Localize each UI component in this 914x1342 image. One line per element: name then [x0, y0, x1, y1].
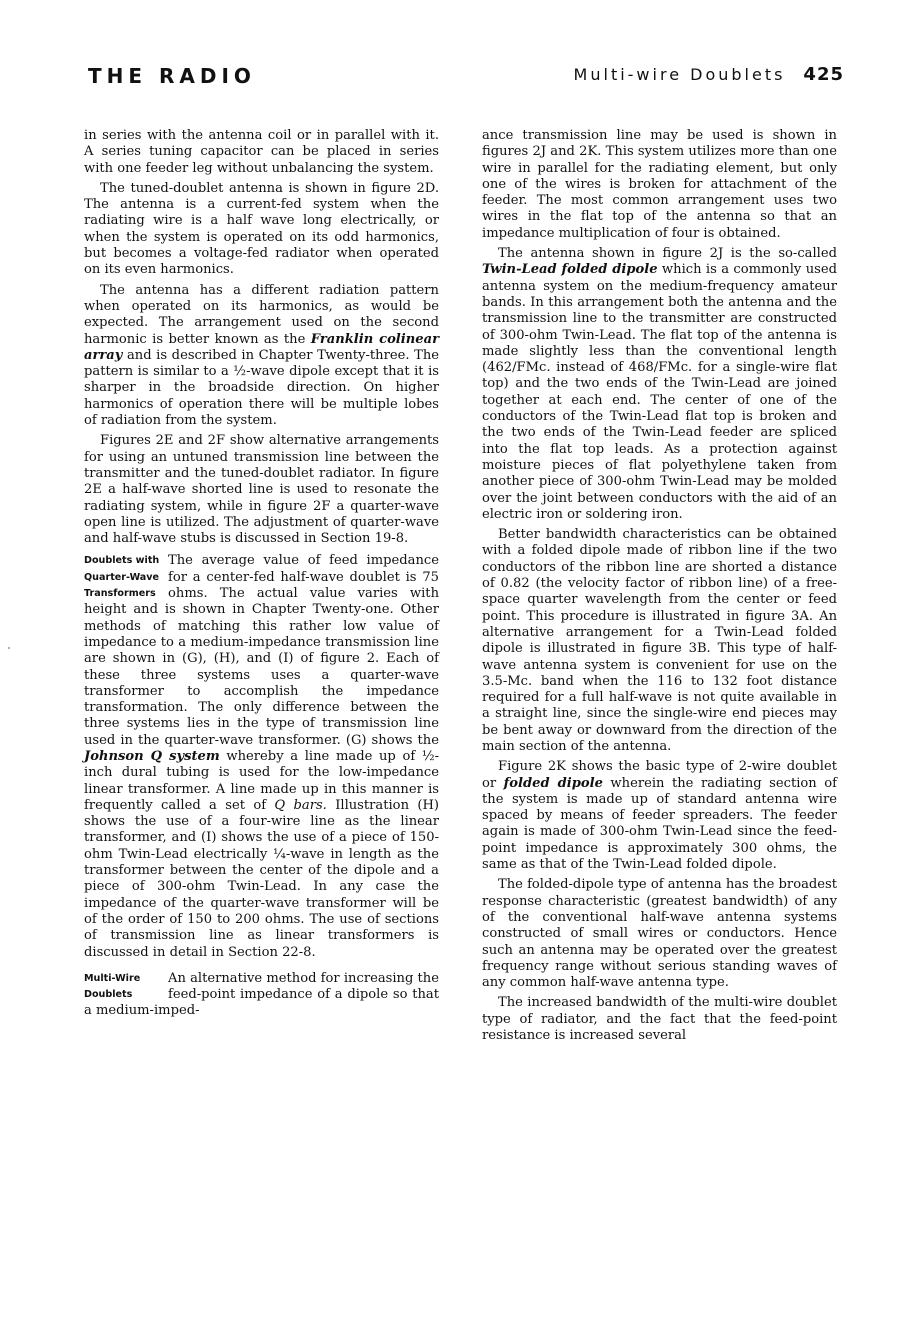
text-run: and is described in Chapter Twenty-three. The pattern is similar to a ½-wave dipole except that it is sharper in the broadside direction. On higher harmonics of operation there will be multiple lobes of radiation from the system.	[84, 347, 439, 429]
paragraph: Better bandwidth characteristics can be obtained with a folded dipole made of ribbon line if the two conductors of the ribbon line are shorted a distance of 0.82 (the velocity factor of ribbon line) of a free-space quarter wavelength from the center or feed point. This procedure is illustrated in figure 3A. An alternative arrangement for a Twin-Lead folded dipole is illustrated in figure 3B. This type of half-wave antenna system is convenient for use on the 3.5-Mc. band when the 116 to 132 foot distance required for a full half-wave is not quite available in a straight line, since the single-wire end pieces may be bent away or downward from the direction of the main section of the antenna.	[482, 527, 837, 754]
text-run: The antenna has a different radiation pattern when operated on its harmonics, as would be expected. The arrangement used on the second harmonic is better known as the	[84, 282, 439, 347]
paragraph	[84, 553, 439, 960]
running-title: THE RADIO	[88, 64, 256, 88]
emphasis-term: Franklin colinear array	[84, 331, 439, 363]
page-number: 425	[803, 64, 844, 85]
paragraph	[84, 283, 439, 430]
paragraph: An alternative method for increasing the feed-point impedance of a dipole so that a medium-imped-	[84, 970, 439, 1019]
paragraph: The folded-dipole type of antenna has the broadest response characteristic (greatest bandwidth) of any of the conventional half-wave antenna systems constructed of small wires or conductors. Hence such an antenna may be operated over the greatest frequency range without serious standing waves of any common half-wave antenna type.	[482, 877, 837, 991]
emphasis-term: Johnson Q system	[84, 748, 220, 764]
side-heading-line: Transformers	[84, 588, 156, 600]
text-run: Illustration (H) shows the use of a four-wire line as the linear transformer, and (I) shows the use of a piece of 150-ohm Twin-Lead electrically ¼-wave in length as the transformer between the center of the dipole and a piece of 300-ohm Twin-Lead. In any case the impedance of the quarter-wave transformer will be of the order of 150 to 200 ohms. The use of sections of transmission line as linear transformers is discussed in detail in Section 22-8.	[84, 797, 439, 960]
paragraph	[482, 246, 837, 523]
paragraph: in series with the antenna coil or in parallel with it. A series tuning capacitor can be placed in series with one feeder leg without unbalancing the system.	[84, 128, 439, 176]
text-run: The average value of feed impedance for a center-fed half-wave doublet is 75 ohms. The actual value varies with height and is shown in Chapter Twenty-one. Other methods of matching this rather low value of impedance to a medium-impedance transmission line are shown in (G), (H), and (I) of figure 2. Each of these three systems uses a quarter-wave transformer to accomplish the impedance transformation. The only difference between the three systems lies in the type of transmission line used in the quarter-wave transformer. (G) shows the	[84, 553, 439, 748]
text-run: which is a commonly used antenna system on the medium-frequency amateur bands. In this arrangement both the antenna and the transmission line to the transmitter are constructed of 300-ohm Twin-Lead. The flat top of the antenna is made slightly less than the conventional length (462/FMc. instead of 468/FMc. for a single-wire flat top) and the two ends of the Twin-Lead are joined together at each end. The center of one of the conductors of the Twin-Lead flat top is broken and the two ends of the Twin-Lead feeder are spliced into the flat top leads. As a protection against moisture pieces of flat polyethylene taken from another piece of 300-ohm Twin-Lead may be molded over the joint between conductors with the aid of an electric iron or soldering iron.	[482, 262, 837, 522]
paragraph	[482, 759, 837, 873]
side-heading	[84, 553, 162, 602]
left-column	[84, 128, 439, 1024]
side-heading-line: Multi-Wire	[84, 972, 141, 984]
side-heading-line: Doublets with	[84, 555, 160, 567]
subsection-multi-wire	[84, 971, 439, 1020]
paragraph: The tuned-doublet antenna is shown in figure 2D. The antenna is a current-fed system when the radiating wire is a half wave long electrically, or when the system is operated on its odd harmonics, but becomes a voltage-fed radiator when operated on its even harmonics.	[84, 180, 439, 278]
emphasis-term: folded dipole	[503, 775, 603, 791]
page-header	[88, 64, 844, 94]
paragraph: The increased bandwidth of the multi-wire doublet type of radiator, and the fact that the feed-point resistance is increased several	[482, 995, 837, 1044]
side-heading-line: Quarter-Wave	[84, 571, 160, 583]
paragraph: Figures 2E and 2F show alternative arrangements for using an untuned transmission line between the transmitter and the tuned-doublet radiator. In figure 2E a half-wave shorted line is used to resonate the radiating system, while in figure 2F a quarter-wave open line is utilized. The adjustment of quarter-wave and half-wave stubs is discussed in Section 19-8.	[84, 433, 439, 547]
side-heading-line: Doublets	[84, 989, 133, 1001]
section-title	[574, 64, 844, 85]
margin-speck	[8, 647, 10, 649]
text-run: whereby a line made up of ½-inch dural tubing is used for the low-impedance linear transformer. A line made up in this manner is frequently called a set of	[84, 748, 440, 813]
emphasis-term: Q bars.	[274, 797, 327, 813]
paragraph: ance transmission line may be used is shown in figures 2J and 2K. This system utilizes more than one wire in parallel for the radiating element, but only one of the wires is broken for attachment of the feeder. The most common arrangement uses two wires in the flat top of the antenna so that an impedance multiplication of four is obtained.	[482, 128, 837, 241]
text-run: The antenna shown in figure 2J is the so-called	[498, 246, 837, 262]
text-run: wherein the radiating section of the system is made up of standard antenna wire spaced by means of feeder spreaders. The feeder again is made of 300-ohm Twin-Lead since the feed-point impedance is approximately 300 ohms, the same as that of the Twin-Lead folded dipole.	[482, 775, 837, 873]
emphasis-term: Twin-Lead folded dipole	[482, 262, 658, 278]
text-run: Figure 2K shows the basic type of 2-wire doublet or	[482, 759, 837, 791]
section-title-text: Multi-wire Doublets	[573, 65, 786, 84]
side-heading	[84, 971, 162, 1004]
right-column	[482, 128, 837, 1048]
subsection-quarter-wave	[84, 553, 439, 960]
